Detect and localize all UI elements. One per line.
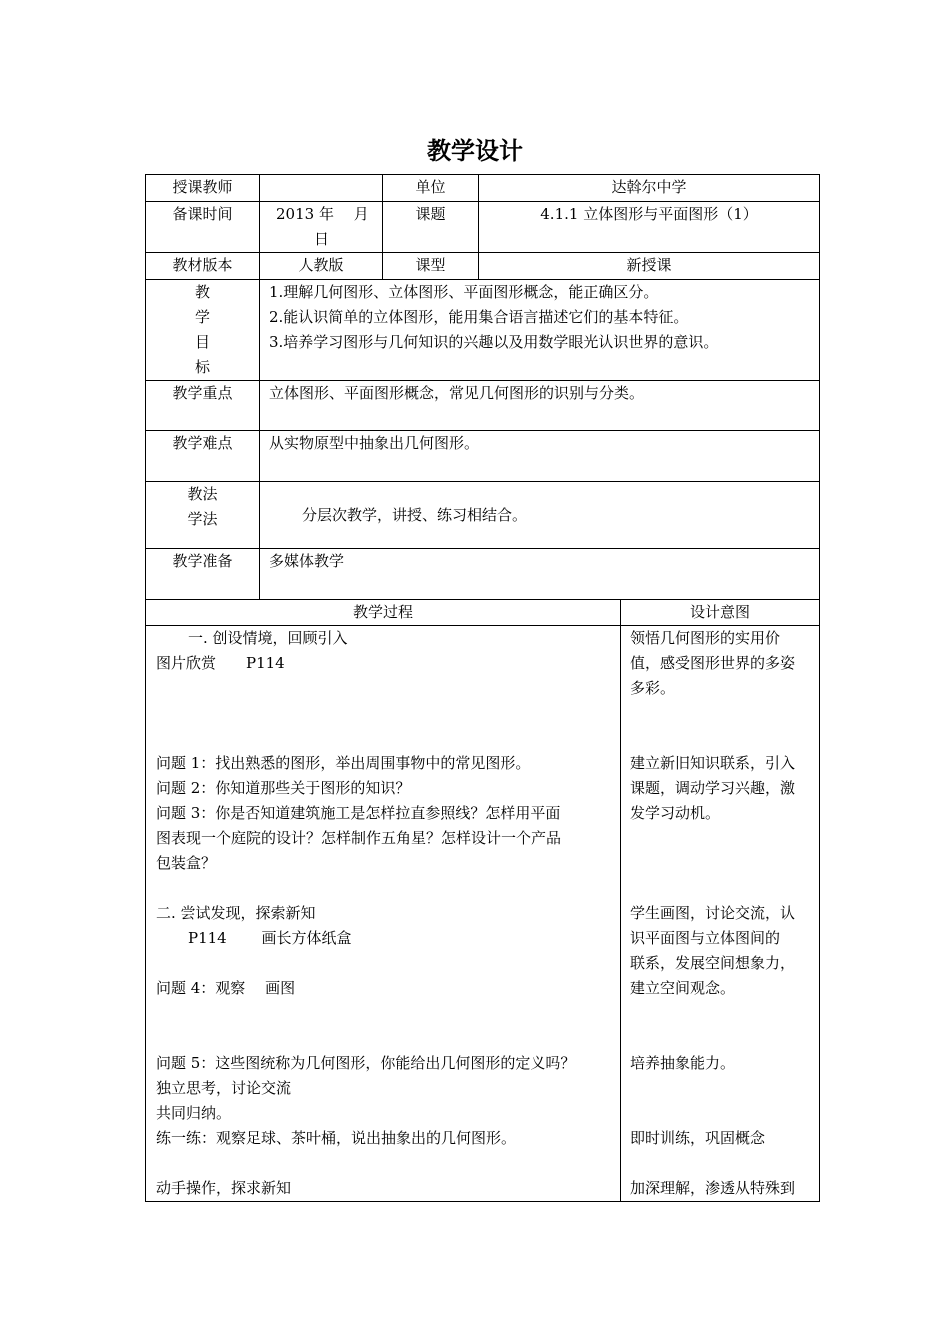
methods-label [146,482,260,549]
intent-blank [630,876,813,901]
row-methods [146,482,820,549]
process-blank [156,951,612,976]
intent-header: 设计意图 [621,600,820,626]
process-blank [156,1001,612,1026]
objectives-content [260,280,820,381]
process-line: 问题 2：你知道那些关于图形的知识？ [156,779,411,797]
intent-line: 培养抽象能力。 [630,1054,736,1072]
intent-line: 学生画图，讨论交流，认 [630,904,796,922]
intent-blank [630,1151,813,1176]
process-line: 包装盒？ [156,854,217,872]
process-line: 问题 5：这些图统称为几何图形，你能给出几何图形的定义吗？ [156,1054,576,1072]
row-teacher [146,175,820,202]
intent-blank [630,851,813,876]
objective-item: 2.能认识简单的立体图形，能用集合语言描述它们的基本特征。 [269,308,689,326]
prep-time-line-1: 2013 年 月 [276,205,369,223]
process-line: 二. 尝试发现，探索新知 [156,904,316,922]
process-blank [156,726,612,751]
intent-line: 建立新旧知识联系，引入 [630,754,796,772]
process-header: 教学过程 [146,600,621,626]
edition-value: 人教版 [260,253,383,280]
process-line: 共同归纳。 [156,1104,232,1122]
intent-line: 加深理解，渗透从特殊到 [630,1179,796,1197]
process-line: 一. 创设情境，回顾引入 [188,629,348,647]
teacher-value [260,175,383,202]
objectives-label [146,280,260,381]
intent-line: 值，感受图形世界的多姿 [630,654,796,672]
difficulties-value: 从实物原型中抽象出几何图形。 [260,431,820,482]
row-process-body [146,626,820,1202]
process-blank [156,676,612,701]
process-line: 问题 1：找出熟悉的图形，举出周围事物中的常见图形。 [156,754,531,772]
preparation-value: 多媒体教学 [260,549,820,600]
intent-line: 联系，发展空间想象力， [630,954,796,972]
key-points-value: 立体图形、平面图形概念，常见几何图形的识别与分类。 [260,381,820,431]
intent-blank [630,826,813,851]
row-key-points [146,381,820,431]
unit-label: 单位 [383,175,479,202]
methods-label-1: 教法 [187,485,218,503]
intent-blank [630,1026,813,1051]
intent-line: 领悟几何图形的实用价 [630,629,781,647]
prep-time-label: 备课时间 [146,202,260,253]
process-blank [156,1026,612,1051]
type-value: 新授课 [479,253,820,280]
preparation-label: 教学准备 [146,549,260,600]
process-blank [156,876,612,901]
process-line: P114 画长方体纸盒 [188,929,352,947]
process-line: 图片欣赏 P114 [156,654,285,672]
type-label: 课型 [383,253,479,280]
prep-time-value [260,202,383,253]
intent-line: 课题，调动学习兴趣，激 [630,779,796,797]
objectives-label-char: 目 [194,333,210,351]
intent-line: 即时训练，巩固概念 [630,1129,766,1147]
row-process-header [146,600,820,626]
intent-blank [630,1001,813,1026]
row-difficulties [146,431,820,482]
row-edition [146,253,820,280]
intent-blank [630,726,813,751]
methods-value: 分层次教学，讲授、练习相结合。 [260,482,820,549]
objectives-label-char: 学 [194,308,210,326]
topic-label: 课题 [383,202,479,253]
objective-item: 1.理解几何图形、立体图形、平面图形概念，能正确区分。 [269,283,659,301]
process-line: 动手操作，探求新知 [156,1179,292,1197]
document-title: 教学设计 [427,137,523,165]
intent-blank [630,1101,813,1126]
topic-value: 4.1.1 立体图形与平面图形（1） [479,202,820,253]
intent-blank [630,701,813,726]
prep-time-line-2: 日 [314,230,330,248]
edition-label: 教材版本 [146,253,260,280]
intent-line: 发学习动机。 [630,804,721,822]
intent-blank [630,1076,813,1101]
objectives-label-char: 标 [194,358,210,376]
methods-label-2: 学法 [187,510,218,528]
objectives-label-char: 教 [194,283,210,301]
teacher-label: 授课教师 [146,175,260,202]
process-blank [156,701,612,726]
process-line: 练一练：观察足球、茶叶桶，说出抽象出的几何图形。 [156,1129,517,1147]
intent-content [621,626,820,1202]
key-points-label: 教学重点 [146,381,260,431]
process-line: 问题 4：观察 画图 [156,979,296,997]
intent-line: 建立空间观念。 [630,979,736,997]
process-line: 图表现一个庭院的设计？怎样制作五角星？怎样设计一个产品 [156,829,562,847]
objective-item: 3.培养学习图形与几何知识的兴趣以及用数学眼光认识世界的意识。 [269,333,719,351]
intent-line: 多彩。 [630,679,676,697]
difficulties-label: 教学难点 [146,431,260,482]
intent-line: 识平面图与立体图间的 [630,929,781,947]
row-objectives [146,280,820,381]
row-prep-time [146,202,820,253]
row-preparation [146,549,820,600]
process-content [146,626,621,1202]
unit-value: 达斡尔中学 [479,175,820,202]
process-blank [156,1151,612,1176]
process-line: 独立思考，讨论交流 [156,1079,292,1097]
process-line: 问题 3：你是否知道建筑施工是怎样拉直参照线？怎样用平面 [156,804,561,822]
lesson-plan-table [145,174,820,1202]
